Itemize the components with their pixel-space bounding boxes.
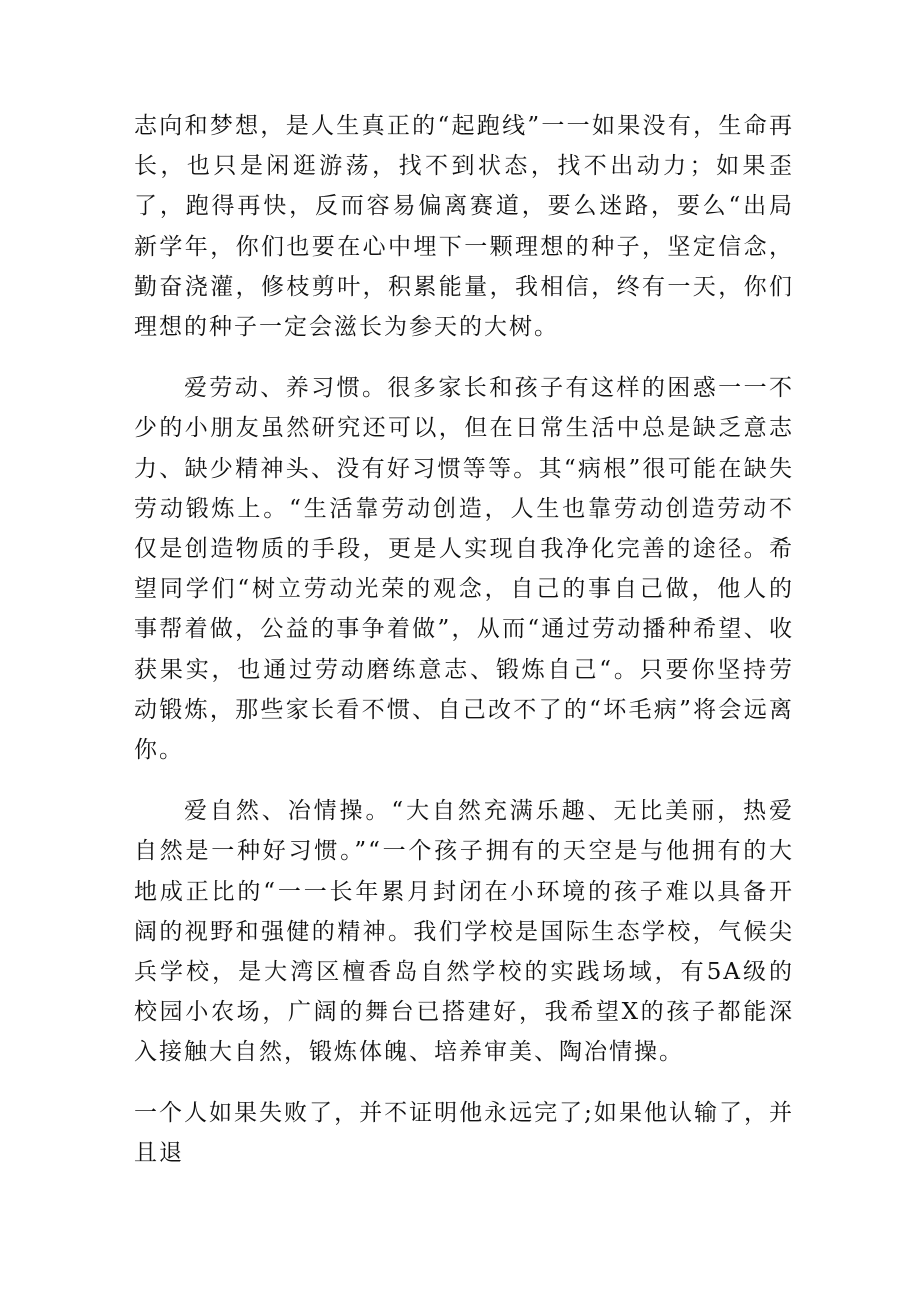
paragraph-labor: 爱劳动、养习惯。很多家长和孩子有这样的困惑一一不少的小朋友虽然研究还可以，但在日常生活中总是缺乏意志力、缺少精神头、没有好习惯等等。其“病根”很可能在缺失劳动锻炼上。“生活靠劳动创造，人生也靠劳动创造劳动不仅是创造物质的手段，更是人实现自我净化完善的途径。希望同学们“树立劳动光荣的观念，自己的事自己做，他人的事帮着做，公益的事争着做”，从而“通过劳动播种希望、收获果实，也通过劳动磨练意志、锻炼自己“。只要你坚持劳动锻炼，那些家长看不惯、自己改不了的“坏毛病”将会远离你。 — [134, 375, 794, 764]
paragraph-aspiration: 志向和梦想，是人生真正的“起跑线”一一如果没有，生命再长，也只是闲逛游荡，找不到状态，找不出动力；如果歪了，跑得再快，反而容易偏离赛道，要么迷路，要么“出局新学年，你们也要在心中埋下一颗理想的种子，坚定信念，勤奋浇灌，修枝剪叶，积累能量，我相信，终有一天，你们理想的种子一定会滋长为参天的大树。 — [134, 113, 794, 341]
paragraph-failure: 一个人如果失败了，并不证明他永远完了;如果他认输了，并且退 — [134, 1099, 794, 1166]
paragraph-nature: 爱自然、冶情操。“大自然充满乐趣、无比美丽，热爱自然是一种好习惯。”“一个孩子拥有的天空是与他拥有的大地成正比的“一一长年累月封闭在小环境的孩子难以具备开阔的视野和强健的精神。我们学校是国际生态学校，气候尖兵学校，是大湾区檀香岛自然学校的实践场域，有5A级的校园小农场，广阔的舞台已搭建好，我希望X的孩子都能深入接触大自然，锻炼体魄、培养审美、陶冶情操。 — [134, 798, 794, 1066]
document-body — [134, 106, 794, 1173]
